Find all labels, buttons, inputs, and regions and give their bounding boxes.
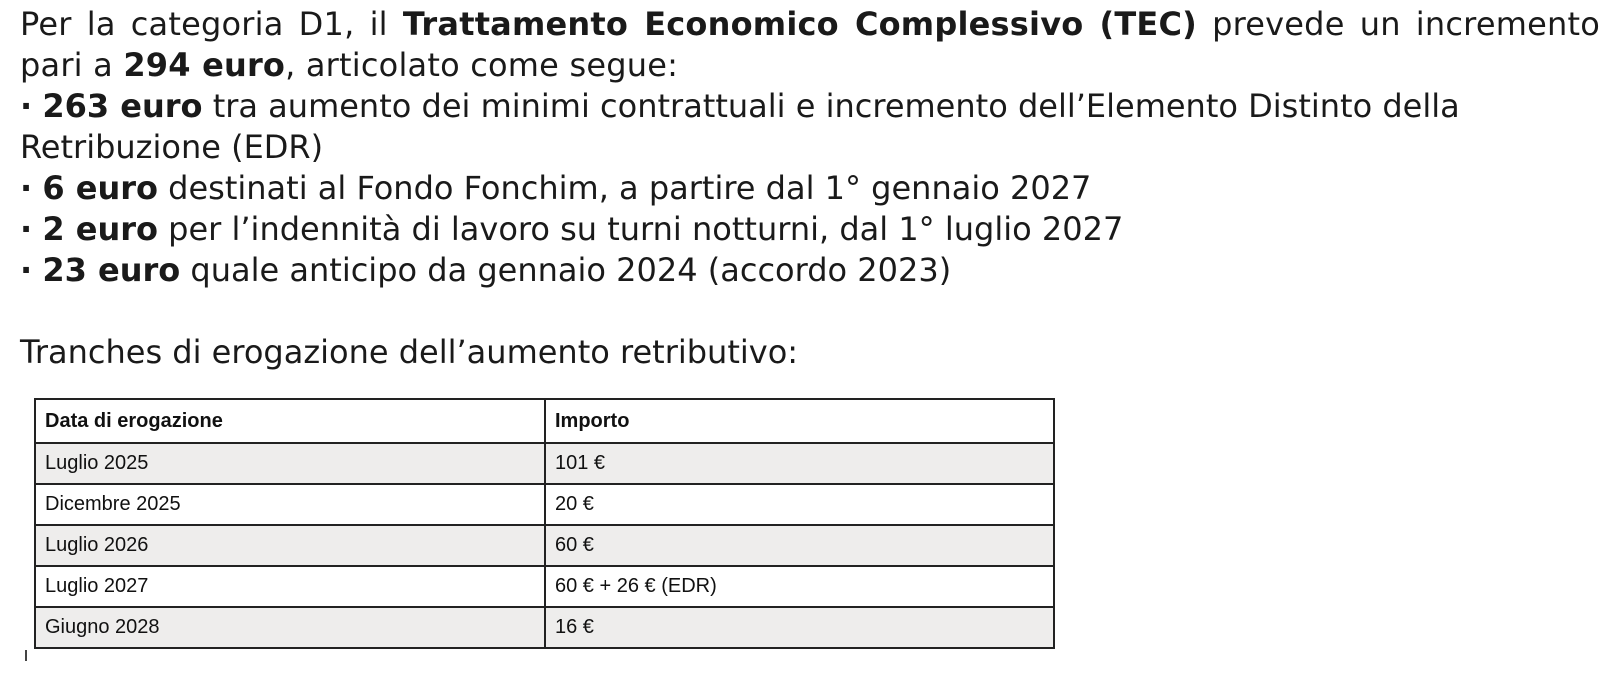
cell-amount: 60 € + 26 € (EDR)	[545, 566, 1054, 607]
cell-amount: 20 €	[545, 484, 1054, 525]
increment-list	[20, 86, 1600, 291]
cell-amount: 60 €	[545, 525, 1054, 566]
total-amount: 294 euro	[123, 46, 286, 84]
cell-amount: 16 €	[545, 607, 1054, 648]
section-title: Tranches di erogazione dell’aumento retributivo:	[20, 333, 799, 371]
intro-text-pre: Per la categoria D1, il	[20, 5, 403, 43]
text-cursor-mark	[25, 650, 27, 661]
list-item	[20, 209, 1600, 250]
intro-paragraph	[20, 4, 1600, 86]
cell-date: Dicembre 2025	[35, 484, 545, 525]
table-header-row	[35, 399, 1054, 443]
list-item-text: destinati al Fondo Fonchim, a partire dal 1° gennaio 2027	[157, 169, 1092, 207]
column-header-amount: Importo	[545, 399, 1054, 443]
cell-date: Luglio 2025	[35, 443, 545, 484]
cell-amount: 101 €	[545, 443, 1054, 484]
bullet-icon: ·	[20, 87, 33, 125]
cell-date: Luglio 2026	[35, 525, 545, 566]
cell-date: Luglio 2027	[35, 566, 545, 607]
table-row	[35, 607, 1054, 648]
table-row	[35, 443, 1054, 484]
bullet-icon: ·	[20, 169, 33, 207]
list-item-amount: 23 euro	[42, 251, 181, 289]
list-item-text: quale anticipo da gennaio 2024 (accordo 2023)	[180, 251, 952, 289]
intro-text-mid: prevede un incremento pari a	[20, 5, 1600, 84]
intro-text-post: , articolato come segue:	[285, 46, 679, 84]
table-row	[35, 525, 1054, 566]
list-item-amount: 2 euro	[42, 210, 158, 248]
table-row	[35, 484, 1054, 525]
document-body	[20, 4, 1600, 373]
list-item	[20, 86, 1600, 168]
list-item	[20, 168, 1600, 209]
table-row	[35, 566, 1054, 607]
list-item-text: per l’indennità di lavoro su turni notturni, dal 1° luglio 2027	[157, 210, 1124, 248]
column-header-date: Data di erogazione	[35, 399, 545, 443]
bullet-icon: ·	[20, 210, 33, 248]
list-item	[20, 250, 1600, 291]
cell-date: Giugno 2028	[35, 607, 545, 648]
list-item-amount: 263 euro	[42, 87, 203, 125]
tranches-table	[34, 398, 1055, 649]
list-item-text: tra aumento dei minimi contrattuali e incremento dell’Elemento Distinto della Retribuzione (EDR)	[20, 87, 1460, 166]
list-item-amount: 6 euro	[42, 169, 158, 207]
bullet-icon: ·	[20, 251, 33, 289]
tec-name: Trattamento Economico Complessivo (TEC)	[402, 5, 1197, 43]
